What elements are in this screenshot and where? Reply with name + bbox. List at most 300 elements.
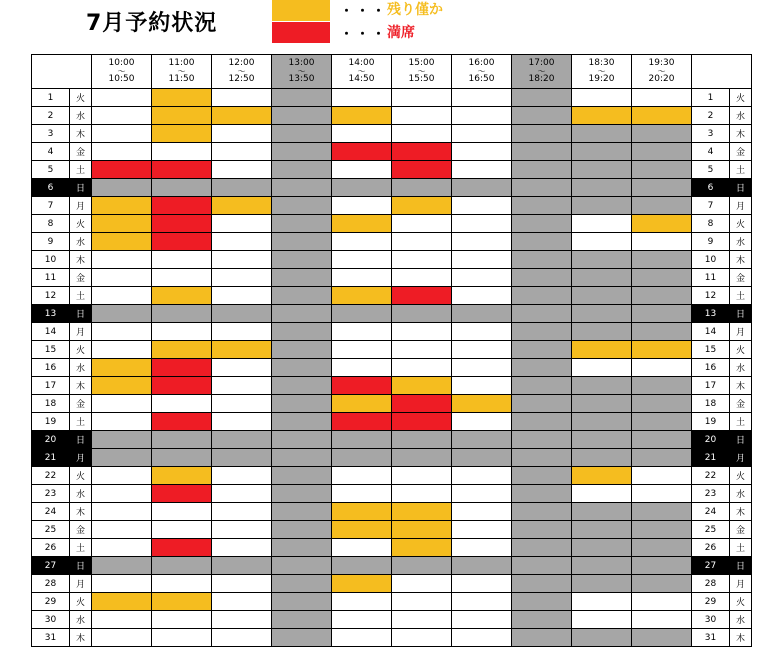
slot-cell	[452, 161, 512, 179]
day-number-left: 14	[32, 323, 70, 341]
slot-cell	[632, 629, 692, 647]
slot-cell	[632, 359, 692, 377]
weekday-right: 日	[730, 305, 752, 323]
slot-cell	[92, 305, 152, 323]
day-number-left: 20	[32, 431, 70, 449]
slot-cell	[332, 233, 392, 251]
slot-cell	[632, 251, 692, 269]
slot-cell	[392, 395, 452, 413]
slot-cell	[92, 269, 152, 287]
slot-cell	[572, 323, 632, 341]
slot-cell	[452, 359, 512, 377]
slot-cell	[332, 323, 392, 341]
slot-cell	[92, 287, 152, 305]
slot-cell	[452, 287, 512, 305]
slot-cell	[272, 359, 332, 377]
slot-cell	[152, 503, 212, 521]
day-number-right: 20	[692, 431, 730, 449]
slot-cell	[452, 413, 512, 431]
legend-label-few: 残り僅か	[387, 2, 443, 18]
day-number-left: 7	[32, 197, 70, 215]
day-number-left: 25	[32, 521, 70, 539]
slot-cell	[452, 323, 512, 341]
slot-cell	[212, 431, 272, 449]
table-row	[32, 269, 752, 287]
slot-cell	[212, 521, 272, 539]
slot-cell	[152, 467, 212, 485]
slot-cell	[332, 575, 392, 593]
day-number-left: 11	[32, 269, 70, 287]
day-number-right: 10	[692, 251, 730, 269]
slot-cell	[272, 377, 332, 395]
slot-cell	[272, 125, 332, 143]
slot-cell	[632, 323, 692, 341]
slot-cell	[452, 485, 512, 503]
slot-range-separator: 〜	[177, 67, 186, 76]
slot-cell	[92, 575, 152, 593]
corner-cell-left	[32, 55, 92, 89]
weekday-right: 火	[730, 89, 752, 107]
slot-cell	[92, 557, 152, 575]
slot-cell	[212, 413, 272, 431]
slot-cell	[512, 521, 572, 539]
slot-cell	[152, 107, 212, 125]
slot-cell	[572, 377, 632, 395]
slot-start-time: 19:30	[648, 58, 675, 68]
slot-cell	[632, 287, 692, 305]
slot-cell	[212, 467, 272, 485]
table-row	[32, 467, 752, 485]
slot-cell	[452, 467, 512, 485]
slot-cell	[212, 161, 272, 179]
slot-cell	[512, 377, 572, 395]
slot-cell	[392, 557, 452, 575]
slot-cell	[632, 269, 692, 287]
table-row	[32, 323, 752, 341]
slot-cell	[152, 431, 212, 449]
slot-cell	[212, 575, 272, 593]
slot-cell	[92, 143, 152, 161]
day-number-left: 27	[32, 557, 70, 575]
slot-cell	[272, 395, 332, 413]
slot-cell	[332, 449, 392, 467]
day-number-right: 1	[692, 89, 730, 107]
weekday-right: 金	[730, 143, 752, 161]
slot-cell	[332, 215, 392, 233]
day-number-left: 8	[32, 215, 70, 233]
slot-cell	[572, 359, 632, 377]
slot-cell	[332, 431, 392, 449]
slot-cell	[632, 413, 692, 431]
slot-cell	[212, 143, 272, 161]
day-number-left: 4	[32, 143, 70, 161]
day-number-right: 2	[692, 107, 730, 125]
time-slot-header	[392, 55, 452, 89]
slot-cell	[572, 575, 632, 593]
slot-cell	[332, 197, 392, 215]
slot-cell	[332, 611, 392, 629]
slot-cell	[632, 107, 692, 125]
slot-cell	[92, 539, 152, 557]
table-row	[32, 107, 752, 125]
slot-cell	[392, 107, 452, 125]
slot-cell	[212, 197, 272, 215]
day-number-left: 18	[32, 395, 70, 413]
slot-cell	[92, 179, 152, 197]
slot-cell	[92, 629, 152, 647]
weekday-left: 金	[70, 395, 92, 413]
slot-cell	[272, 323, 332, 341]
slot-cell	[92, 323, 152, 341]
slot-cell	[512, 413, 572, 431]
slot-cell	[452, 125, 512, 143]
slot-cell	[512, 89, 572, 107]
slot-cell	[92, 521, 152, 539]
slot-cell	[392, 251, 452, 269]
slot-cell	[332, 593, 392, 611]
slot-cell	[332, 269, 392, 287]
slot-start-time: 10:00	[108, 58, 135, 68]
slot-cell	[212, 341, 272, 359]
slot-cell	[512, 161, 572, 179]
slot-cell	[392, 89, 452, 107]
slot-cell	[392, 485, 452, 503]
table-row	[32, 521, 752, 539]
slot-cell	[572, 233, 632, 251]
weekday-left: 木	[70, 377, 92, 395]
legend-swatch-full	[272, 22, 330, 43]
slot-cell	[392, 359, 452, 377]
day-number-right: 11	[692, 269, 730, 287]
slot-cell	[152, 341, 212, 359]
slot-end-time: 10:50	[108, 74, 135, 84]
slot-cell	[92, 467, 152, 485]
table-row	[32, 485, 752, 503]
time-slot-header	[272, 55, 332, 89]
slot-cell	[332, 341, 392, 359]
day-number-right: 15	[692, 341, 730, 359]
day-number-right: 21	[692, 449, 730, 467]
slot-cell	[332, 413, 392, 431]
table-row	[32, 503, 752, 521]
slot-cell	[332, 485, 392, 503]
slot-cell	[392, 179, 452, 197]
slot-cell	[632, 467, 692, 485]
slot-cell	[632, 377, 692, 395]
weekday-left: 水	[70, 359, 92, 377]
slot-cell	[152, 89, 212, 107]
slot-cell	[452, 197, 512, 215]
day-number-left: 30	[32, 611, 70, 629]
slot-range-separator: 〜	[117, 67, 126, 76]
slot-cell	[92, 431, 152, 449]
slot-cell	[632, 485, 692, 503]
slot-cell	[452, 629, 512, 647]
slot-cell	[152, 125, 212, 143]
slot-start-time: 14:00	[348, 58, 375, 68]
slot-start-time: 12:00	[228, 58, 255, 68]
slot-cell	[632, 575, 692, 593]
weekday-left: 木	[70, 503, 92, 521]
slot-cell	[452, 521, 512, 539]
slot-cell	[512, 323, 572, 341]
slot-cell	[272, 611, 332, 629]
time-slot-header	[92, 55, 152, 89]
day-number-left: 16	[32, 359, 70, 377]
slot-cell	[212, 251, 272, 269]
weekday-right: 日	[730, 179, 752, 197]
slot-cell	[572, 449, 632, 467]
legend-swatch-few	[272, 0, 330, 21]
weekday-left: 月	[70, 575, 92, 593]
slot-cell	[212, 269, 272, 287]
slot-cell	[632, 503, 692, 521]
slot-cell	[512, 341, 572, 359]
slot-cell	[272, 161, 332, 179]
slot-cell	[332, 89, 392, 107]
day-number-right: 17	[692, 377, 730, 395]
slot-cell	[392, 431, 452, 449]
slot-cell	[392, 161, 452, 179]
day-number-right: 5	[692, 161, 730, 179]
slot-cell	[92, 611, 152, 629]
table-row	[32, 395, 752, 413]
slot-cell	[392, 575, 452, 593]
weekday-left: 水	[70, 107, 92, 125]
slot-cell	[212, 539, 272, 557]
slot-cell	[332, 521, 392, 539]
slot-cell	[512, 593, 572, 611]
day-number-left: 5	[32, 161, 70, 179]
slot-cell	[212, 125, 272, 143]
weekday-right: 月	[730, 323, 752, 341]
slot-cell	[572, 305, 632, 323]
day-number-right: 18	[692, 395, 730, 413]
slot-cell	[392, 629, 452, 647]
slot-cell	[92, 125, 152, 143]
slot-cell	[512, 359, 572, 377]
table-body	[32, 89, 752, 647]
slot-cell	[392, 377, 452, 395]
slot-cell	[632, 233, 692, 251]
slot-cell	[332, 143, 392, 161]
slot-cell	[392, 413, 452, 431]
day-number-right: 7	[692, 197, 730, 215]
slot-cell	[572, 611, 632, 629]
day-number-left: 10	[32, 251, 70, 269]
slot-end-time: 11:50	[168, 74, 195, 84]
slot-cell	[572, 197, 632, 215]
slot-cell	[212, 377, 272, 395]
table-row	[32, 539, 752, 557]
slot-start-time: 17:00	[528, 58, 555, 68]
legend-dots-full: ・・・	[340, 27, 389, 42]
table-row	[32, 431, 752, 449]
slot-cell	[92, 161, 152, 179]
table-row	[32, 233, 752, 251]
day-number-left: 31	[32, 629, 70, 647]
table-row	[32, 593, 752, 611]
table-row	[32, 557, 752, 575]
slot-cell	[512, 485, 572, 503]
slot-cell	[572, 485, 632, 503]
slot-cell	[452, 611, 512, 629]
slot-cell	[92, 89, 152, 107]
slot-cell	[92, 251, 152, 269]
weekday-left: 木	[70, 629, 92, 647]
slot-cell	[152, 395, 212, 413]
slot-cell	[632, 179, 692, 197]
day-number-right: 12	[692, 287, 730, 305]
weekday-right: 土	[730, 413, 752, 431]
weekday-left: 水	[70, 233, 92, 251]
day-number-left: 26	[32, 539, 70, 557]
slot-start-time: 11:00	[168, 58, 195, 68]
reservation-table	[31, 54, 752, 647]
slot-cell	[272, 143, 332, 161]
slot-cell	[152, 449, 212, 467]
slot-cell	[512, 575, 572, 593]
time-slot-header	[332, 55, 392, 89]
weekday-right: 金	[730, 269, 752, 287]
slot-cell	[512, 503, 572, 521]
slot-cell	[512, 107, 572, 125]
slot-cell	[332, 395, 392, 413]
day-number-left: 28	[32, 575, 70, 593]
slot-cell	[392, 593, 452, 611]
slot-cell	[632, 593, 692, 611]
day-number-right: 14	[692, 323, 730, 341]
slot-cell	[452, 341, 512, 359]
slot-cell	[152, 143, 212, 161]
slot-end-time: 14:50	[348, 74, 375, 84]
weekday-left: 月	[70, 323, 92, 341]
slot-cell	[272, 269, 332, 287]
weekday-left: 日	[70, 431, 92, 449]
slot-cell	[512, 287, 572, 305]
slot-cell	[632, 557, 692, 575]
slot-end-time: 12:50	[228, 74, 255, 84]
time-slot-header	[572, 55, 632, 89]
day-number-left: 6	[32, 179, 70, 197]
day-number-left: 22	[32, 467, 70, 485]
slot-cell	[392, 197, 452, 215]
slot-cell	[572, 179, 632, 197]
slot-cell	[92, 503, 152, 521]
slot-cell	[392, 305, 452, 323]
slot-cell	[332, 161, 392, 179]
table-row	[32, 449, 752, 467]
slot-cell	[152, 287, 212, 305]
slot-cell	[572, 125, 632, 143]
legend-dots-few: ・・・	[340, 4, 389, 19]
weekday-right: 木	[730, 251, 752, 269]
slot-cell	[392, 269, 452, 287]
slot-cell	[452, 251, 512, 269]
slot-cell	[272, 539, 332, 557]
table-row	[32, 305, 752, 323]
day-number-right: 19	[692, 413, 730, 431]
slot-cell	[152, 521, 212, 539]
weekday-left: 土	[70, 413, 92, 431]
slot-cell	[92, 359, 152, 377]
slot-cell	[212, 179, 272, 197]
corner-cell-right	[692, 55, 752, 89]
slot-cell	[212, 503, 272, 521]
slot-cell	[272, 341, 332, 359]
day-number-right: 28	[692, 575, 730, 593]
slot-cell	[632, 611, 692, 629]
slot-cell	[572, 395, 632, 413]
slot-range-separator: 〜	[477, 67, 486, 76]
slot-cell	[212, 629, 272, 647]
slot-cell	[572, 251, 632, 269]
slot-cell	[572, 431, 632, 449]
table-row	[32, 161, 752, 179]
table-row	[32, 287, 752, 305]
slot-cell	[152, 251, 212, 269]
slot-cell	[512, 395, 572, 413]
time-slot-header	[452, 55, 512, 89]
slot-cell	[152, 575, 212, 593]
slot-end-time: 16:50	[468, 74, 495, 84]
weekday-left: 水	[70, 485, 92, 503]
slot-cell	[452, 179, 512, 197]
table-row	[32, 143, 752, 161]
slot-cell	[332, 467, 392, 485]
weekday-left: 火	[70, 215, 92, 233]
weekday-left: 月	[70, 449, 92, 467]
day-number-left: 3	[32, 125, 70, 143]
slot-cell	[392, 539, 452, 557]
weekday-right: 木	[730, 125, 752, 143]
slot-cell	[152, 557, 212, 575]
weekday-right: 水	[730, 107, 752, 125]
page-title: 7月予約状況	[86, 11, 218, 36]
slot-cell	[212, 215, 272, 233]
slot-cell	[452, 89, 512, 107]
slot-cell	[212, 233, 272, 251]
slot-cell	[152, 161, 212, 179]
weekday-right: 木	[730, 377, 752, 395]
slot-cell	[632, 341, 692, 359]
slot-cell	[632, 143, 692, 161]
slot-cell	[92, 341, 152, 359]
slot-cell	[92, 593, 152, 611]
slot-cell	[632, 215, 692, 233]
table-row	[32, 629, 752, 647]
slot-cell	[212, 323, 272, 341]
weekday-left: 火	[70, 89, 92, 107]
weekday-right: 月	[730, 449, 752, 467]
slot-cell	[272, 251, 332, 269]
slot-cell	[392, 215, 452, 233]
slot-cell	[92, 413, 152, 431]
slot-cell	[272, 503, 332, 521]
slot-start-time: 18:30	[588, 58, 615, 68]
day-number-right: 16	[692, 359, 730, 377]
slot-cell	[392, 125, 452, 143]
day-number-right: 8	[692, 215, 730, 233]
slot-cell	[332, 557, 392, 575]
slot-cell	[152, 305, 212, 323]
slot-cell	[512, 179, 572, 197]
slot-cell	[272, 575, 332, 593]
slot-cell	[212, 359, 272, 377]
slot-cell	[452, 269, 512, 287]
slot-cell	[572, 161, 632, 179]
day-number-left: 29	[32, 593, 70, 611]
